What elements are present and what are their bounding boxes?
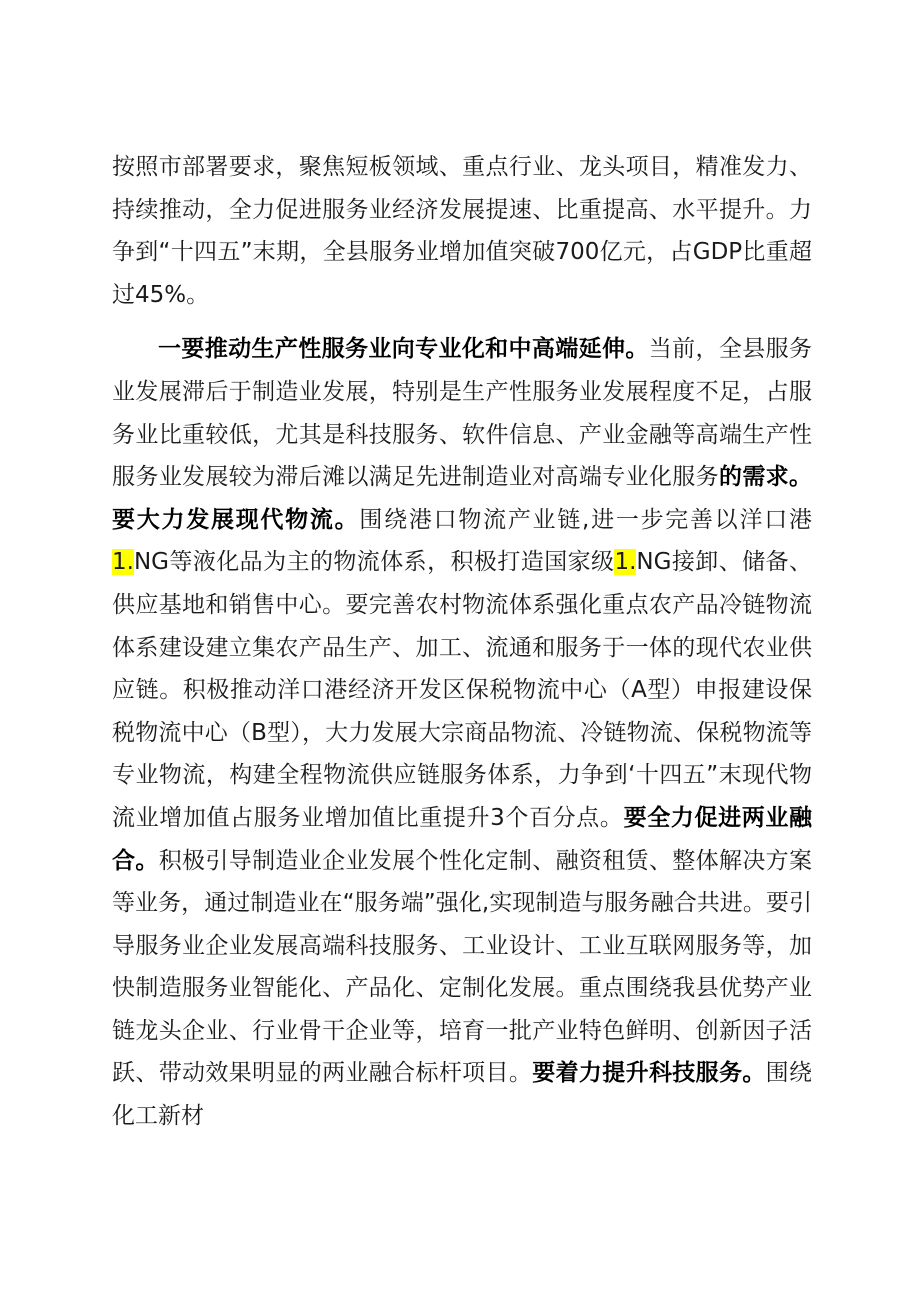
logistics-text-c: NG接卸、储备、供应基地和销售中心。要完善农村物流体系强化重点农产品冷链物流体系建设建立集农产品生产、加工、流通和服务于一体的现代农业供应链。积极推动洋口港经济开发区保税物流中心（A型）申报建设保税物流中心（B型），大力发展大宗商品物流、冷链物流、保税物流等专业物流，构建全程物流供应链服务体系，力争到‘十四五”末现代物流业增加值占服务业增加值比重提升3个百分点。 <box>112 549 812 831</box>
heading-two-industry-integration: 要全力促进两业融合。 <box>112 804 812 874</box>
producer-services-text: 当前，全县服务业发展滞后于制造业发展，特别是生产性服务业发展程度不足，占服务业比重较低，尤其是科技服务、软件信息、产业金融等高端生产性服务业发展较为滞后滩以满足先进制造业对高端专业化服务 <box>112 336 813 491</box>
paragraph-producer-services <box>112 328 812 1137</box>
heading-producer-services: 一要推动生产性服务业向专业化和中高端延伸。 <box>158 336 649 363</box>
highlight-mark-1: 1. <box>112 549 134 576</box>
tech-services-text: 围绕化工新材 <box>112 1060 813 1130</box>
integration-text: 积极引导制造业企业发展个性化定制、融资租赁、整体解决方案等业务，通过制造业在“服务端”强化,实现制造与服务融合共进。要引导服务业企业发展高端科技服务、工业设计、工业互联网服务等，加快制造服务业智能化、产品化、定制化发展。重点围绕我县优势产业链龙头企业、行业骨干企业等，培育一批产业特色鲜明、创新因子活跃、带动效果明显的两业融合标杆项目。 <box>112 847 813 1087</box>
heading-tech-services: 要着力提升科技服务。 <box>532 1060 766 1087</box>
paragraph-service-industry-goal <box>112 146 812 316</box>
heading-modern-logistics: 要大力发展现代物流。 <box>112 506 360 533</box>
logistics-text-b: NG等液化品为主的物流体系，积极打造国家级 <box>133 549 615 576</box>
paragraph-1-text: 按照市部署要求，聚焦短板领域、重点行业、龙头项目，精准发力、持续推动，全力促进服务业经济发展提速、比重提高、水平提升。力争到“十四五”末期，全县服务业增加值突破700亿元，占GDP比重超过45%。 <box>112 154 812 308</box>
highlight-mark-2: 1. <box>614 549 637 576</box>
producer-services-bold-tail: 的需求。 <box>718 464 813 491</box>
body-text <box>112 146 812 1138</box>
logistics-text-a: 围绕港口物流产业链,进一步完善以洋口港 <box>359 506 813 533</box>
